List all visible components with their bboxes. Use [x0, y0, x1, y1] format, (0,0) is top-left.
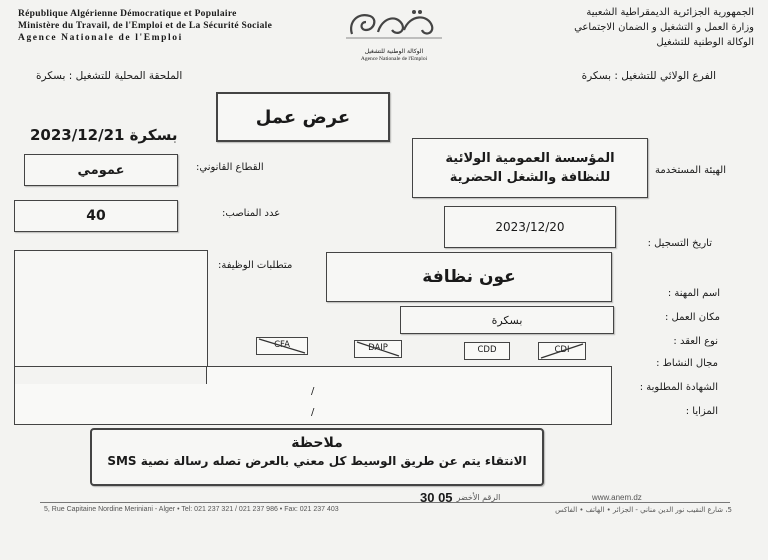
job-name-box	[326, 252, 612, 302]
legal-sector-box	[24, 154, 178, 186]
contract-daip-label: DAIP	[368, 343, 388, 353]
employer-label: الهيئة المستخدمة	[655, 165, 726, 176]
address-ar: 5، شارع النقيب نور الدين مناني - الجزائر • الهاتف • الفاكس	[555, 506, 732, 514]
diploma-row	[14, 384, 612, 407]
contract-cdi	[538, 342, 586, 360]
anem-logo-icon	[338, 4, 450, 44]
workplace-value: بسكرة	[491, 313, 523, 327]
contract-cdd-label: CDD	[477, 345, 497, 355]
title-box	[216, 92, 390, 142]
regional-branch: الفرع الولائي للتشغيل : بسكرة	[581, 70, 716, 82]
website: www.anem.dz	[592, 493, 642, 502]
header-ar-line1: الجمهورية الجزائرية الديمقراطية الشعبية	[586, 7, 754, 18]
contract-cfa	[256, 337, 308, 355]
workplace-label: مكان العمل :	[665, 312, 720, 323]
positions-box	[14, 200, 178, 232]
benefits-row	[14, 406, 612, 425]
job-name-label: اسم المهنة :	[667, 288, 720, 299]
activity-label: مجال النشاط :	[656, 358, 718, 369]
benefits-label: المزايا :	[685, 406, 718, 417]
contract-cdd	[464, 342, 510, 360]
header-fr-line1: République Algérienne Démocratique et Populaire	[18, 9, 237, 19]
contract-cfa-cross	[257, 338, 307, 354]
legal-sector-label: القطاع القانوني:	[196, 162, 264, 173]
contract-cdi-cross	[539, 343, 585, 359]
registration-date-value: 2023/12/20	[495, 220, 565, 234]
note-text: الانتقاء يتم عن طريق الوسيط كل معني بالعرض تصله رسالة نصية SMS	[107, 454, 527, 468]
contract-cfa-label: CFA	[274, 340, 290, 350]
header-ar-line3: الوكالة الوطنية للتشغيل	[656, 37, 754, 48]
page-title: عرض عمل	[255, 106, 351, 128]
registration-date-box	[444, 206, 616, 248]
registration-date-label: تاريخ التسجيل :	[647, 238, 712, 249]
positions-value: 40	[86, 208, 106, 224]
anem-logo	[338, 4, 450, 62]
job-name-value: عون نظافة	[422, 267, 516, 287]
employer-box	[412, 138, 648, 198]
requirements-box	[14, 250, 208, 367]
header-ar-line2: وزارة العمل و التشغيل و الضمان الاجتماعي	[574, 22, 754, 33]
legal-sector-value: عمومي	[77, 162, 125, 178]
note-box	[90, 428, 544, 486]
issue-date: بسكرة 2023/12/21	[30, 126, 178, 144]
positions-label: عدد المناصب:	[222, 208, 281, 219]
contract-daip	[354, 340, 402, 358]
header-fr-line3: Agence Nationale de l'Emploi	[18, 33, 183, 43]
contract-daip-cross	[355, 341, 401, 357]
logo-caption-fr: Agence Nationale de l'Emploi	[360, 56, 428, 62]
logo-caption-ar: الوكالة الوطنية للتشغيل	[364, 48, 424, 55]
activity-row	[206, 366, 612, 386]
diploma-label: الشهادة المطلوبة :	[639, 382, 718, 393]
header-fr-line2: Ministère du Travail, de l'Emploi et de La Sécurité Sociale	[18, 21, 273, 31]
contract-cdi-label: CDI	[554, 345, 570, 355]
contract-type-label: نوع العقد :	[673, 336, 718, 347]
workplace-box	[400, 306, 614, 334]
diploma-value: /	[311, 386, 315, 397]
local-branch: الملحقة المحلية للتشغيل : بسكرة	[36, 70, 183, 82]
green-number-label: الرقم الأخضر	[456, 493, 501, 502]
employer-value: المؤسسة العمومية الولائية للنظافة والشغل الحضرية	[445, 151, 615, 185]
benefits-value: /	[311, 407, 315, 418]
address-fr: 5, Rue Capitaine Nordine Meriniani - Alger • Tel: 021 237 321 / 021 237 986 • Fax: 021 237 403	[44, 506, 339, 513]
green-number-value: 30 05	[420, 490, 453, 505]
requirements-label: متطلبات الوظيفة:	[218, 260, 293, 271]
note-title: ملاحظة	[291, 435, 343, 451]
